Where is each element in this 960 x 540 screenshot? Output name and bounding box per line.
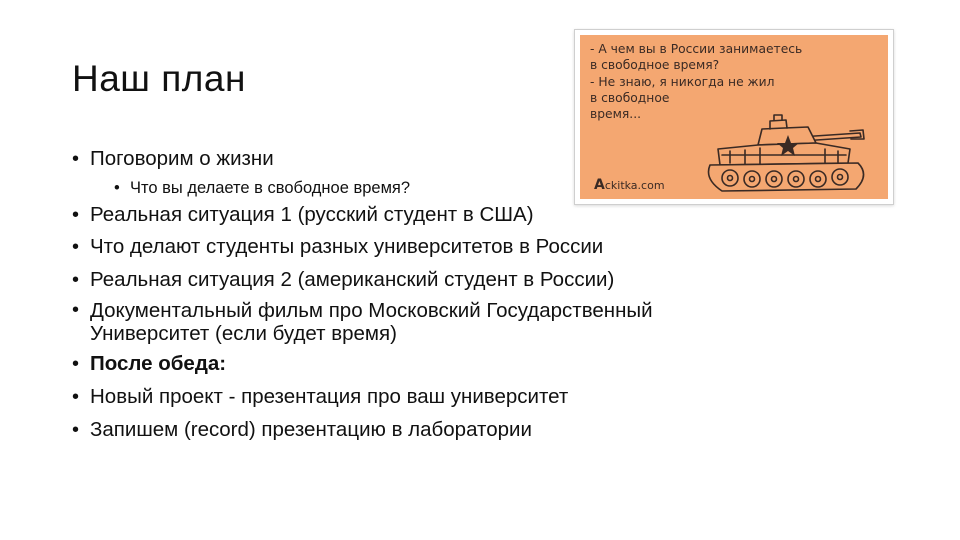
bullet-dot: • (72, 353, 80, 375)
bullet-dot: • (114, 179, 120, 197)
bullet-text: Реальная ситуация 2 (американский студент в России) (90, 268, 615, 291)
watermark-text: ckitka.com (604, 179, 665, 192)
bullet-text: Новый проект - презентация про ваш университет (90, 385, 569, 408)
bullet-item (72, 201, 772, 229)
bullet-dot: • (72, 148, 80, 170)
sub-bullet-text: Что вы делаете в свободное время? (130, 179, 411, 197)
bullet-item (72, 350, 772, 378)
bullet-dot: • (72, 386, 80, 408)
bullet-text: Запишем (record) презентацию в лаборатории (90, 418, 532, 441)
bullet-item (72, 383, 772, 411)
bullet-item (72, 416, 772, 444)
bullet-dot: • (72, 269, 80, 291)
bullet-text: Поговорим о жизни (90, 147, 274, 170)
bullet-item (72, 299, 772, 345)
bullet-dot: • (72, 236, 80, 258)
slide-title: Наш план (72, 58, 246, 99)
bullet-dot: • (72, 204, 80, 226)
bullet-text: Документальный фильм про Московский Государственный Университет (если будет время) (90, 299, 653, 345)
bullet-text: Реальная ситуация 1 (русский студент в США) (90, 203, 534, 226)
bullet-dot: • (72, 299, 80, 321)
bullet-text: Что делают студенты разных университетов в России (90, 235, 604, 258)
meme-quote-text: - А чем вы в России занимаетесь в свободное время? - Не знаю, я никогда не жил в свободное время... (590, 42, 803, 122)
bullet-item (72, 233, 772, 261)
watermark (594, 177, 665, 193)
bullet-item (72, 266, 772, 294)
meme-image-card (574, 29, 894, 205)
watermark-letter: A (594, 177, 605, 193)
meme-image-background (580, 35, 888, 199)
bullet-text: После обеда: (90, 352, 227, 375)
tank-illustration-icon (700, 93, 880, 197)
bullet-dot: • (72, 419, 80, 441)
